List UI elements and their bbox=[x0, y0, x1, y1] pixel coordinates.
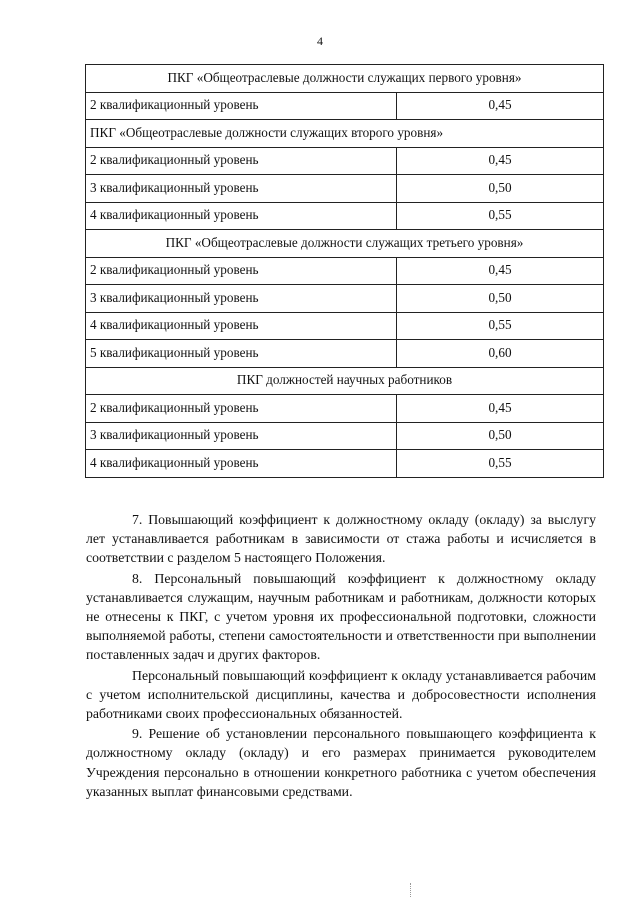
group-header-row bbox=[86, 367, 604, 395]
group-title: ПКГ «Общеотраслевые должности служащих первого уровня» bbox=[86, 65, 604, 93]
table-row bbox=[86, 450, 604, 478]
coefficient-value: 0,45 bbox=[397, 147, 604, 175]
table-row bbox=[86, 340, 604, 368]
coefficient-value: 0,55 bbox=[397, 450, 604, 478]
qualification-level: 2 квалификационный уровень bbox=[86, 147, 397, 175]
qualification-level: 3 квалификационный уровень bbox=[86, 175, 397, 203]
coefficient-value: 0,50 bbox=[397, 285, 604, 313]
table-row bbox=[86, 175, 604, 203]
body-text bbox=[86, 510, 596, 801]
table-row bbox=[86, 257, 604, 285]
paragraph-8: 8. Персональный повышающий коэффициент к должностному окладу устанавливается служащим, научным работникам и работникам, должности которых не отнесены к ПКГ, с учетом уровня их профессиональной подготовки, сложности выполняемой работы, степени самостоятельности и ответственности при выполнении поставленных задач и других факторов. bbox=[86, 570, 596, 663]
qualification-level: 3 квалификационный уровень bbox=[86, 285, 397, 313]
table-row bbox=[86, 422, 604, 450]
table-row bbox=[86, 92, 604, 120]
coefficient-value: 0,50 bbox=[397, 422, 604, 450]
coefficient-value: 0,50 bbox=[397, 175, 604, 203]
qualification-level: 3 квалификационный уровень bbox=[86, 422, 397, 450]
scan-mark bbox=[410, 883, 414, 897]
qualification-level: 2 квалификационный уровень bbox=[86, 257, 397, 285]
group-title: ПКГ должностей научных работников bbox=[86, 367, 604, 395]
group-header-row bbox=[86, 230, 604, 258]
coefficient-value: 0,45 bbox=[397, 92, 604, 120]
coefficient-value: 0,55 bbox=[397, 312, 604, 340]
coefficient-value: 0,55 bbox=[397, 202, 604, 230]
coefficient-value: 0,60 bbox=[397, 340, 604, 368]
qualification-level: 2 квалификационный уровень bbox=[86, 92, 397, 120]
coefficients-table bbox=[85, 64, 604, 478]
qualification-level: 2 квалификационный уровень bbox=[86, 395, 397, 423]
qualification-level: 4 квалификационный уровень bbox=[86, 312, 397, 340]
table-row bbox=[86, 395, 604, 423]
page-number: 4 bbox=[317, 34, 323, 48]
table-row bbox=[86, 147, 604, 175]
group-header-row bbox=[86, 65, 604, 93]
group-header-row bbox=[86, 120, 604, 148]
table-row bbox=[86, 202, 604, 230]
paragraph-9: 9. Решение об установлении персонального повышающего коэффициента к должностному окладу (окладу) и его размерах принимается руководителем Учреждения персонально в отношении конкретного работника с учетом обеспечения указанных выплат финансовыми средствами. bbox=[86, 726, 596, 799]
coefficient-value: 0,45 bbox=[397, 395, 604, 423]
table-row bbox=[86, 285, 604, 313]
paragraph-8-continuation: Персональный повышающий коэффициент к окладу устанавливается рабочим с учетом исполнительской дисциплины, качества и добросовестности исполнения работниками своих профессиональных обязанностей. bbox=[86, 667, 596, 722]
group-title: ПКГ «Общеотраслевые должности служащих второго уровня» bbox=[86, 120, 604, 148]
group-title: ПКГ «Общеотраслевые должности служащих третьего уровня» bbox=[86, 230, 604, 258]
qualification-level: 5 квалификационный уровень bbox=[86, 340, 397, 368]
table-row bbox=[86, 312, 604, 340]
qualification-level: 4 квалификационный уровень bbox=[86, 450, 397, 478]
paragraph-7: 7. Повышающий коэффициент к должностному окладу (окладу) за выслугу лет устанавливается работникам в зависимости от стажа работы и исчисляется в соответствии с разделом 5 настоящего Положения. bbox=[86, 512, 596, 566]
qualification-level: 4 квалификационный уровень bbox=[86, 202, 397, 230]
coefficient-value: 0,45 bbox=[397, 257, 604, 285]
